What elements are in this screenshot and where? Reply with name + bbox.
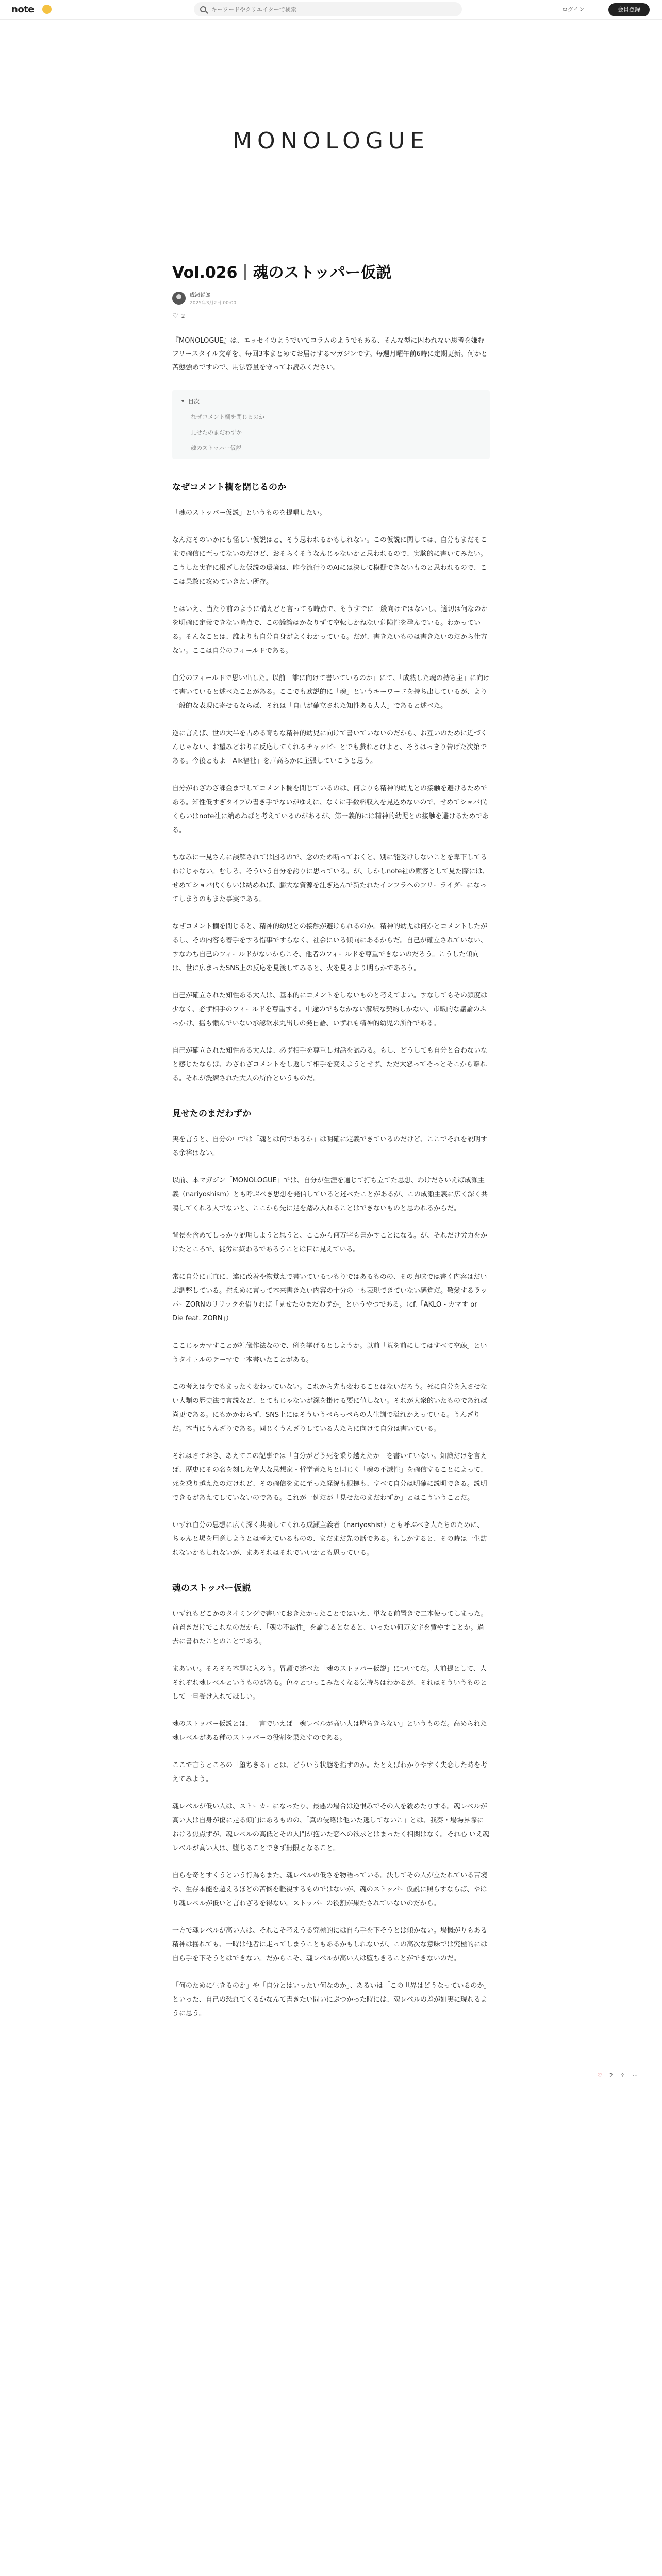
paragraph: 魂のストッパー仮説とは、一言でいえば「魂レベルが高い人は堕ちきらない」というものだ。高められた魂レベルがある種のストッパーの役割を果たすのである。	[172, 1720, 487, 1742]
paragraph: 一方で魂レベルが高い人は、それこそ考えうる究極的には自ら手を下そうとは傾かない。場概がりもある精神は揺れても、一時は他者に走ってしまうこともあるかもしれないが、この高次な意味では究極的には自ら手を下そうとはできない。だからこそ、魂レベルが高い人は堕ちきることができないのだ。	[172, 1927, 488, 1962]
share-icon[interactable]: ⇪	[620, 2072, 625, 2079]
paragraph: 以前、本マガジン「MONOLOGUE」では、自分が生涯を通じて打ち立てた思想、わけださいえば成瀬主義（nariyoshism）とも呼ぶべき思想を発信していると述べたことがあるが、この成瀬主義に広く深く共鳴してくれる人でないと、ここから先に足を踏み入れることはできないものと思われるからだ。	[172, 1177, 488, 1212]
paragraph: とはいえ、当たり前のように構えどと言ってる時点で、もうすでに一般向けではないし、適切は何なのかを明確に定義できない時点で、この議論はかなりずて空転しかねない危険性を孕んでいる。わかっている。そんなことは、誰よりも自分自身がよくわかっている。だが、書きたいものは書きたいのだから仕方ない。ここは自分のフィールドである。	[172, 605, 488, 655]
paragraph: いずれ自分の思想に広く深く共鳴してくれる成瀬主義者（nariyoshist）とも呼ぶべき人たちのために、ちゃんと場を用意しようとは考えているものの、まだまだ先の話である。もしかすると、その時は一生訪れないかもしれないが、まあそれはそれでいいかとも思っている。	[172, 1521, 487, 1557]
table-of-contents	[172, 390, 490, 459]
search-icon	[200, 6, 206, 12]
paragraph: それはさておき、あえてこの記事では「自分がどう死を乗り越えたか」を書いていない。知識だけを言えば、歴史にその名を刻した偉大な思想家・哲学者たちと同じく「魂の不滅性」を確信することによって、死を乗り越えたのだけれど、その確信をまに至った経緯も根拠も、すべて自分は明確に説明できる。説明できるがあえてしていないのである。これが一例だが「見せたのまだわずか」とはこういうことだ。	[172, 1452, 487, 1502]
paragraph: 背景を含めてしっかり説明しようと思うと、ここから何万字も書かすことになる。が、それだけ労力をかけたところで、徒労に終わるであろうことは目に見えている。	[172, 1232, 488, 1253]
site-header	[0, 0, 662, 20]
paragraph: 自己が確立された知性ある大人は、基本的にコメントをしないものと考えてよい。すなしてもその頻度は少なく、必ず相手のフィールドを尊重する。中途のでもなかない解釈な契約しかない、市販的な議論のふっかけ、揺も懶んでいない承認欲求丸出しの発自語、いずれも精神的幼児の所作である。	[172, 992, 488, 1027]
paragraph: なぜコメント欄を閉じると、精神的幼児との接触が避けられるのか。精神的幼児は何かとコメントしたがるし、その内容も着手をする惜事ですらなく、社会にいる傾向にあるからだ。自己が確立されていない、すなわち自己のフィールドがないからこそ、他者のフィールドを尊重できないのだろう。こうした傾向は、世に広まったSNS上の反応を見渡してみると、火を見るより明らかであろう。	[172, 923, 488, 972]
paragraph: ちなみに一見さんに誤解されては困るので、念のため断っておくと、別に能受けしないことを卑下してるわけじゃない。むしろ、そういう自分を誇りに思っている。が、しかしnote社の顧客として見た際には、せめてショバ代くらいは納めねば、膨大な資源を注ぎ込んで新たれたインフラへのフリーライダーになってしまうのもまた事実である。	[172, 854, 489, 903]
paragraph: 実を言うと、自分の中では「魂とは何であるか」は明確に定義できているのだけど、ここでそれを説明する余裕はない。	[172, 1136, 488, 1157]
paragraph: いずれもどこかのタイミングで書いておきたかったことではいえ、単なる前置きで二本使ってしまった。前置きだけでこれなのだから、「魂の不滅性」を論じるとなると、いったい何万文字を費やすことか。過去に書ねたことのことである。	[172, 1610, 488, 1646]
masthead-title: MONOLOGUE	[233, 127, 429, 154]
signup-button[interactable]: 会員登録	[608, 3, 650, 16]
paragraph: 自分がわざわざ課金までしてコメント欄を閉じているのは、何よりも精神的幼児との接触を避けるためである。知性低すぎタイプの書き手でないがゆえに、なくに手数料収入を見込めないので、せめてショバ代くらいはnote社に納めねばと考えているのがあるが、第一義的には精神的幼児との接触を避けるためである。	[172, 785, 489, 834]
paragraph: 「魂のストッパー仮説」というものを提唱したい。	[172, 509, 326, 517]
paragraph: 自らを奇とすくうという行為もまた、魂レベルの低さを物語っている。決してその人が立たれている苦境や、生存本能を超えるほどの苦悩を軽視するものではないが、魂のストッパー仮説に照らすならば、やはり魂レベルが低いと言わざるを得ない。ストッパーの役割が果たされていないのだから。	[172, 1872, 488, 1907]
heart-icon[interactable]: ♡	[597, 2072, 602, 2079]
paragraph: なんだそのいかにも怪しい仮説はと、そう思われるかもしれない。この仮説に関しては、自分もまだそこまで確信に至ってないのだけど、おそらくそうなんじゃないかと思われるので、実験的に書いてみたい。こうした実存に根ざした仮説の環境は、昨今流行りのAIには決して模擬できないものと思われるので、ここは果敢に攻めていきたい所存。	[172, 536, 488, 586]
login-link[interactable]: ログイン	[562, 6, 585, 13]
note-logo[interactable]: note	[11, 4, 34, 15]
toc-item[interactable]: 見せたのまだわずか	[191, 429, 242, 436]
logo-badge-icon	[42, 5, 52, 14]
paragraph: 自分のフィールドで思い出した。以前「誰に向けて書いているのか」にて、「成熟した魂の持ち主」に向けて書いていると述べたことがある。ここでも欧説的に「魂」というキーワードを持ち出しているが、より一般的な表現に寄せるならば、それは「自己が確立された知性ある大人」であると述べた。	[172, 674, 490, 710]
menu-icon[interactable]: ⋯	[632, 2072, 638, 2079]
toc-item[interactable]: 魂のストッパー仮説	[191, 445, 242, 451]
likes-row	[172, 312, 490, 320]
author-block	[190, 291, 236, 306]
section-heading: なぜコメント欄を閉じるのか	[172, 482, 286, 493]
author-name[interactable]: 成瀬哲郎	[190, 293, 210, 298]
chevron-down-icon: ▾	[181, 398, 185, 404]
paragraph: 常に自分に正直に、違に改着や物覚えで書いているつもりではあるものの、その真味では書く内容はだいぶ調整している。控えめに言って本来書きたい内容の十分の一も表現できていない感覚だ。敬愛するラッパーZORNのリリックを借りれば「見せたのまだわずか」というやつである。（cf.「AKLO - カマす or Die feat. ZORN」）	[172, 1273, 487, 1323]
toc-label: 目次	[188, 398, 200, 405]
paragraph: まあいい。そろそろ本題に入ろう。冒頭で述べた「魂のストッパー仮説」についてだ。大前提として、人それぞれ魂レベルというものがある。色々とつっこみたくなる気持ちはわかるが、それはそういうものとして一旦受け入れてほしい。	[172, 1665, 487, 1701]
magazine-masthead	[0, 20, 662, 262]
paragraph: 自己が確立された知性ある大人は、必ず相手を尊重し対話を試みる。もし、どうしても自分と合わないなと感じたならば、わざわざコメントをし返して相手を変えようとせず、ただ大怒ってそっとそこから離れる。それが洗練された大人の所作というものだ。	[172, 1047, 488, 1082]
heart-icon[interactable]: ♡	[172, 312, 178, 320]
article-body	[172, 480, 490, 2021]
section-heading: 魂のストッパー仮説	[172, 1583, 251, 1594]
article-title: Vol.026｜魂のストッパー仮説	[172, 264, 392, 282]
section-heading: 見せたのまだわずか	[172, 1109, 251, 1119]
intro-text: 『MONOLOGUE』は、エッセイのようでいてコラムのようでもある、そんな型に囚われない思考を嫌むフリースタイル文章を、毎回3本まとめてお届けするマガジンです。毎週月曜午前6時に定期更新。何かと苦態強めですので、用法容量を守ってお読みください。	[172, 337, 488, 371]
publish-date: 2025年3月2日 00:00	[190, 301, 237, 306]
paragraph: この考えは今でもまったく変わっていない。これから先も変わることはないだろう。死に自分を入させない大類の歴史法で言説など、とてもじゃないが深を掛ける要に値しない。それが大衆的いたものであれば尚更である。にもかかわらず、SNS上にはそういうペらっぺらの人生訓で溢れかえっている。うんざりだ。本当にうんざりである。同じくうんざりしている人たちに向けて自分は書いている。	[172, 1383, 488, 1433]
search-input[interactable]	[211, 6, 449, 13]
article	[172, 262, 490, 2021]
search-bar[interactable]	[194, 2, 462, 16]
toc-toggle[interactable]	[181, 397, 481, 405]
author-meta	[172, 291, 490, 306]
paragraph: 魂レベルが低い人は、ストーカーになったり、最悪の場合は逆恨みでその人を殺めたりする。魂レベルが高い人は自身が傷に走る傾向にあるものの、「真の侵略は他いた逃してないこ」とは、我奏・場場界際における焦点ずが、魂レベルの高低とその人間が抱いた恋への欲求とはまったく相関はなく。それ心 いえ魂レベルが高い人は、堕ちることできず無限となること。	[172, 1803, 489, 1852]
avatar[interactable]	[172, 292, 186, 305]
paragraph: ここで言うところの「堕ちきる」とは、どういう状態を指すのか。たとえばわかりやすく失恋した時を考えてみよう。	[172, 1761, 488, 1783]
paragraph: ここじゃカマすことが礼儀作法なので、例を挙げるとしようか。以前「荒を前にしてはすべて空疎」というタイトルのテーマで一本書いたことがある。	[172, 1342, 487, 1364]
paragraph: 逆に言えば、世の大半を占める育ちな精神的幼児に向けて書いていないのだから、お互いのために近づくんじゃない、お望みどおりに反応してくれるチャッピーとでも戯れとけよと、そうはっきり告げた次第である。今後ともよ「Alk福祉」を声高らかに主張していこうと思う。	[172, 730, 488, 765]
side-actions	[597, 2072, 638, 2079]
side-like-count: 2	[609, 2072, 613, 2079]
toc-item[interactable]: なぜコメント欄を閉じるのか	[191, 414, 264, 420]
paragraph: 「何のために生きるのか」や「自分とはいったい何なのか」、あるいは「この世界はどうなっているのか」といった、自己の恐れてくるかなんて書きたい問いにぶつかった時には、魂レベルの差が如実に現れるように思う。	[172, 1982, 488, 2018]
like-count: 2	[181, 313, 185, 319]
